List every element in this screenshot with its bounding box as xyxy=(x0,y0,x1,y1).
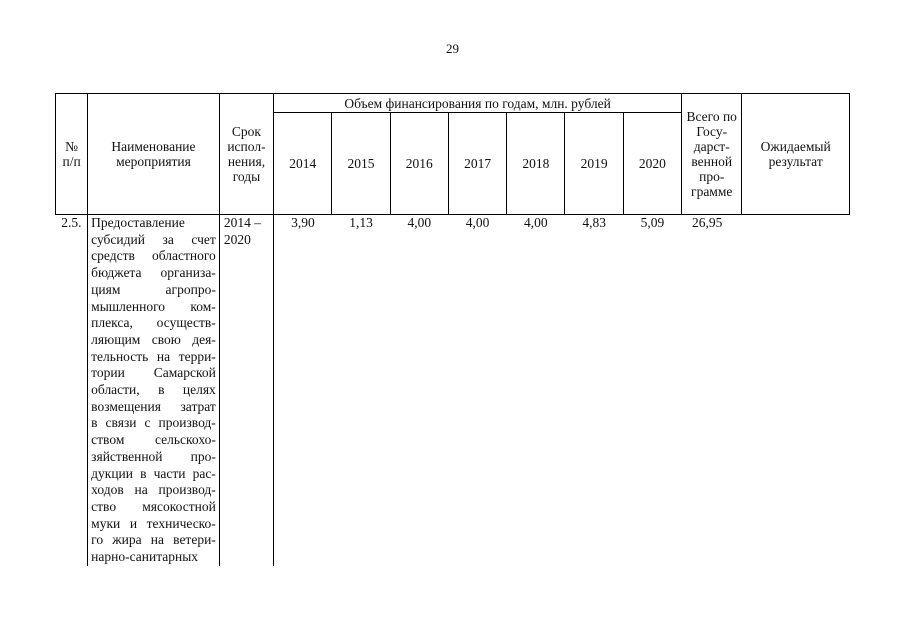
row-result xyxy=(742,215,850,566)
row-name-line: дукции в части рас- xyxy=(91,465,216,481)
row-value-2020: 5,09 xyxy=(640,215,665,230)
row-name-line: тельность на терри- xyxy=(91,348,216,364)
header-result: Ожидаемый результат xyxy=(742,94,850,215)
row-name-line: плекса, осуществ- xyxy=(91,315,216,331)
header-year: 2019 xyxy=(565,113,623,215)
header-year: 2018 xyxy=(507,113,565,215)
header-year: 2014 xyxy=(274,113,332,215)
row-name-line: бюджета организа- xyxy=(91,265,216,281)
row-value-2015: 1,13 xyxy=(349,215,373,230)
header-period: Срок испол-нения, годы xyxy=(219,94,273,215)
row-name-line: тории Самарской xyxy=(91,365,216,381)
row-name-line: муки и техническо- xyxy=(91,515,216,531)
row-name-line: субсидий за счет xyxy=(91,231,216,247)
row-value-2019: 4,83 xyxy=(582,215,606,230)
row-name-line: циям агропро- xyxy=(91,281,216,297)
row-value-2016: 4,00 xyxy=(407,215,432,230)
row-name-line: мышленного ком- xyxy=(91,298,216,314)
row-name-line: нарно-санитарных xyxy=(91,549,199,565)
header-year: 2015 xyxy=(332,113,390,215)
row-name-line: зяйственной про- xyxy=(91,448,216,464)
row-name-line: го жира на ветери- xyxy=(91,532,216,548)
page-number: 29 xyxy=(446,41,459,56)
row-name-line: средств областного xyxy=(91,248,216,264)
row-total: 26,95 xyxy=(692,215,723,230)
row-name-line: области, в целях xyxy=(91,382,216,398)
funding-table xyxy=(55,93,850,566)
header-year: 2020 xyxy=(623,113,681,215)
header-num: № п/п xyxy=(56,94,88,215)
row-name-line: ством сельскохо- xyxy=(91,432,216,448)
row-period: 2014 – 2020 xyxy=(219,215,273,566)
row-value-2014: 3,90 xyxy=(274,215,332,566)
row-name-line: ходов на производ- xyxy=(91,482,216,498)
row-name-line: в связи с производ- xyxy=(91,415,216,431)
row-name xyxy=(88,215,220,566)
row-name-line: ляющим свою дея- xyxy=(91,331,216,347)
header-year: 2017 xyxy=(448,113,506,215)
header-year: 2016 xyxy=(390,113,448,215)
header-name: Наименование мероприятия xyxy=(88,94,220,215)
table-row xyxy=(56,215,850,566)
row-name-line: возмещения затрат xyxy=(91,398,216,414)
header-total: Всего по Госу-дарст-венной про-грамме xyxy=(682,94,742,215)
row-name-line: Предоставление xyxy=(91,215,185,230)
row-value-2017: 4,00 xyxy=(465,215,490,230)
row-num: 2.5. xyxy=(61,215,82,230)
header-funding-group: Объем финансирования по годам, млн. рублей xyxy=(274,94,682,113)
row-value-2018: 4,00 xyxy=(524,215,548,230)
row-name-line: ство мясокостной xyxy=(91,498,216,514)
